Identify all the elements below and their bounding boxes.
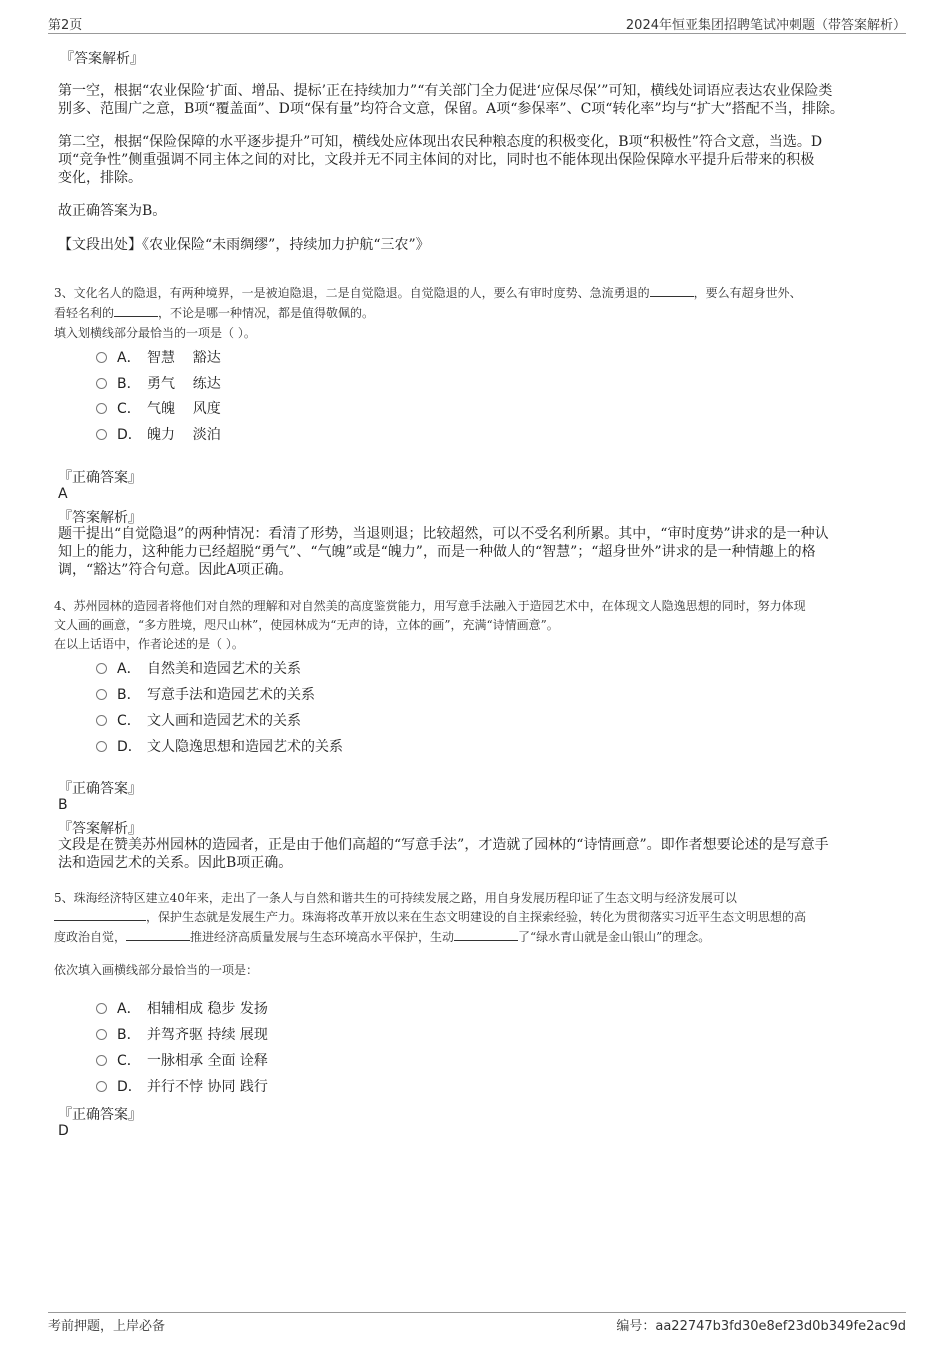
footer-document-id: 编号：aa22747b3fd30e8ef23d0b349fe2ac9d <box>616 1319 906 1334</box>
footer-divider <box>48 1312 906 1313</box>
radio-icon[interactable] <box>96 1055 107 1066</box>
q3-stem-line2: 看轻名利的 ，不论是哪一种情况，都是值得敬佩的。 <box>54 306 375 320</box>
q3-analysis-line1: 题干提出“自觉隐退”的两种情况：看清了形势，当退则退；比较超然，可以不受名利所累。其中，“审时度势”讲求的是一种认 <box>58 526 829 542</box>
page-number: 第2页 <box>48 18 83 33</box>
q5-blank-3 <box>454 928 518 941</box>
q2-analysis-para1-line1: 第一空，根据“农业保险‘扩面、增品、提标’正在持续加力”“有关部门全力促进‘应保尽保’”可知，横线处词语应表达农业保险类 <box>58 83 833 99</box>
q3-answer-heading: 『正确答案』 <box>58 470 142 486</box>
q3-prompt: 填入划横线部分最恰当的一项是（ ）。 <box>54 326 256 340</box>
q5-option-a[interactable]: A． 相辅相成 稳步 发扬 <box>96 998 268 1018</box>
q2-analysis-para2-line3: 变化，排除。 <box>58 170 142 186</box>
q3-stem-line1: 3、文化名人的隐退，有两种境界，一是被迫隐退，二是自觉隐退。自觉隐退的人，要么有审时度势、急流勇退的 ，要么有超身世外、 <box>54 286 802 300</box>
q4-analysis-line2: 法和造园艺术的关系。因此B项正确。 <box>58 855 293 871</box>
q5-blank-1 <box>54 908 146 921</box>
q3-blank-1 <box>650 284 694 297</box>
q4-stem-line1: 4、苏州园林的造园者将他们对自然的理解和对自然美的高度鉴赏能力，用写意手法融入于造园艺术中，在体现文人隐逸思想的同时，努力体现 <box>54 599 806 613</box>
footer-slogan: 考前押题，上岸必备 <box>48 1319 166 1334</box>
q2-analysis-para2-line2: 项“竞争性”侧重强调不同主体之间的对比，文段并无不同主体间的对比，同时也不能体现出保险保障水平提升后带来的积极 <box>58 152 815 168</box>
radio-icon[interactable] <box>96 1029 107 1040</box>
q4-prompt: 在以上话语中，作者论述的是（ ）。 <box>54 637 244 651</box>
radio-icon[interactable] <box>96 663 107 674</box>
q5-blank-2 <box>126 928 190 941</box>
radio-icon[interactable] <box>96 352 107 363</box>
q3-option-b[interactable]: B． 勇气 练达 <box>96 373 221 393</box>
q3-option-a[interactable]: A． 智慧 豁达 <box>96 347 221 367</box>
radio-icon[interactable] <box>96 1003 107 1014</box>
q2-analysis-para2-line1: 第二空，根据“保险保障的水平逐步提升”可知，横线处应体现出农民种粮态度的积极变化，B项“积极性”符合文意，当选。D <box>58 134 823 150</box>
q5-option-b[interactable]: B． 并驾齐驱 持续 展现 <box>96 1024 268 1044</box>
radio-icon[interactable] <box>96 1081 107 1092</box>
q4-option-b[interactable]: B． 写意手法和造园艺术的关系 <box>96 684 315 704</box>
q3-answer: A <box>58 486 68 502</box>
q4-answer: B <box>58 797 68 813</box>
document-title: 2024年恒亚集团招聘笔试冲刺题（带答案解析） <box>625 18 906 33</box>
q2-analysis-para1-line2: 别多、范围广之意，B项“覆盖面”、D项“保有量”均符合文意，保留。A项“参保率”、C项“转化率”均与“扩大”搭配不当，排除。 <box>58 101 844 117</box>
q5-option-d[interactable]: D． 并行不悖 协同 践行 <box>96 1076 268 1096</box>
q4-option-c[interactable]: C． 文人画和造园艺术的关系 <box>96 710 301 730</box>
radio-icon[interactable] <box>96 689 107 700</box>
q2-conclusion: 故正确答案为B。 <box>58 203 167 219</box>
q3-analysis-line3: 调，“豁达”符合句意。因此A项正确。 <box>58 562 293 578</box>
radio-icon[interactable] <box>96 741 107 752</box>
q4-option-d[interactable]: D． 文人隐逸思想和造园艺术的关系 <box>96 736 343 756</box>
q3-blank-2 <box>114 304 158 317</box>
q4-stem-line2: 文人画的画意，“多方胜境，咫尺山林”，使园林成为“无声的诗，立体的画”，充满“诗情画意”。 <box>54 618 559 632</box>
radio-icon[interactable] <box>96 378 107 389</box>
q5-stem-line2: ，保护生态就是发展生产力。珠海将改革开放以来在生态文明建设的自主探索经验，转化为贯彻落实习近平生态文明思想的高 <box>54 908 806 927</box>
q3-option-d[interactable]: D． 魄力 淡泊 <box>96 424 221 444</box>
q5-answer: D <box>58 1123 69 1139</box>
q4-analysis-line1: 文段是在赞美苏州园林的造园者，正是由于他们高超的“写意手法”，才造就了园林的“诗情画意”。即作者想要论述的是写意手 <box>58 837 829 853</box>
header-divider <box>48 33 906 34</box>
q5-option-c[interactable]: C． 一脉相承 全面 诠释 <box>96 1050 268 1070</box>
q5-stem-line1: 5、珠海经济特区建立40年来，走出了一条人与自然和谐共生的可持续发展之路，用自身发展历程印证了生态文明与经济发展可以 <box>54 891 737 905</box>
q4-answer-heading: 『正确答案』 <box>58 781 142 797</box>
q2-source: 【文段出处】《农业保险“未雨绸缪”，持续加力护航“三农”》 <box>58 237 430 253</box>
q4-analysis-heading: 『答案解析』 <box>58 821 142 837</box>
radio-icon[interactable] <box>96 715 107 726</box>
q2-analysis-heading: 『答案解析』 <box>60 51 144 67</box>
q4-option-a[interactable]: A． 自然美和造园艺术的关系 <box>96 658 301 678</box>
radio-icon[interactable] <box>96 403 107 414</box>
q3-analysis-heading: 『答案解析』 <box>58 510 142 526</box>
q3-analysis-line2: 知上的能力，这种能力已经超脱“勇气”、“气魄”或是“魄力”，而是一种做人的“智慧”；“超身世外”讲求的是一种情趣上的格 <box>58 544 816 560</box>
q5-prompt: 依次填入画横线部分最恰当的一项是： <box>54 963 259 977</box>
q3-option-c[interactable]: C． 气魄 风度 <box>96 398 221 418</box>
q5-stem-line3: 度政治自觉， 推进经济高质量发展与生态环境高水平保护，生动 了“绿水青山就是金山银山”的理念。 <box>54 930 711 944</box>
q5-answer-heading: 『正确答案』 <box>58 1107 142 1123</box>
radio-icon[interactable] <box>96 429 107 440</box>
